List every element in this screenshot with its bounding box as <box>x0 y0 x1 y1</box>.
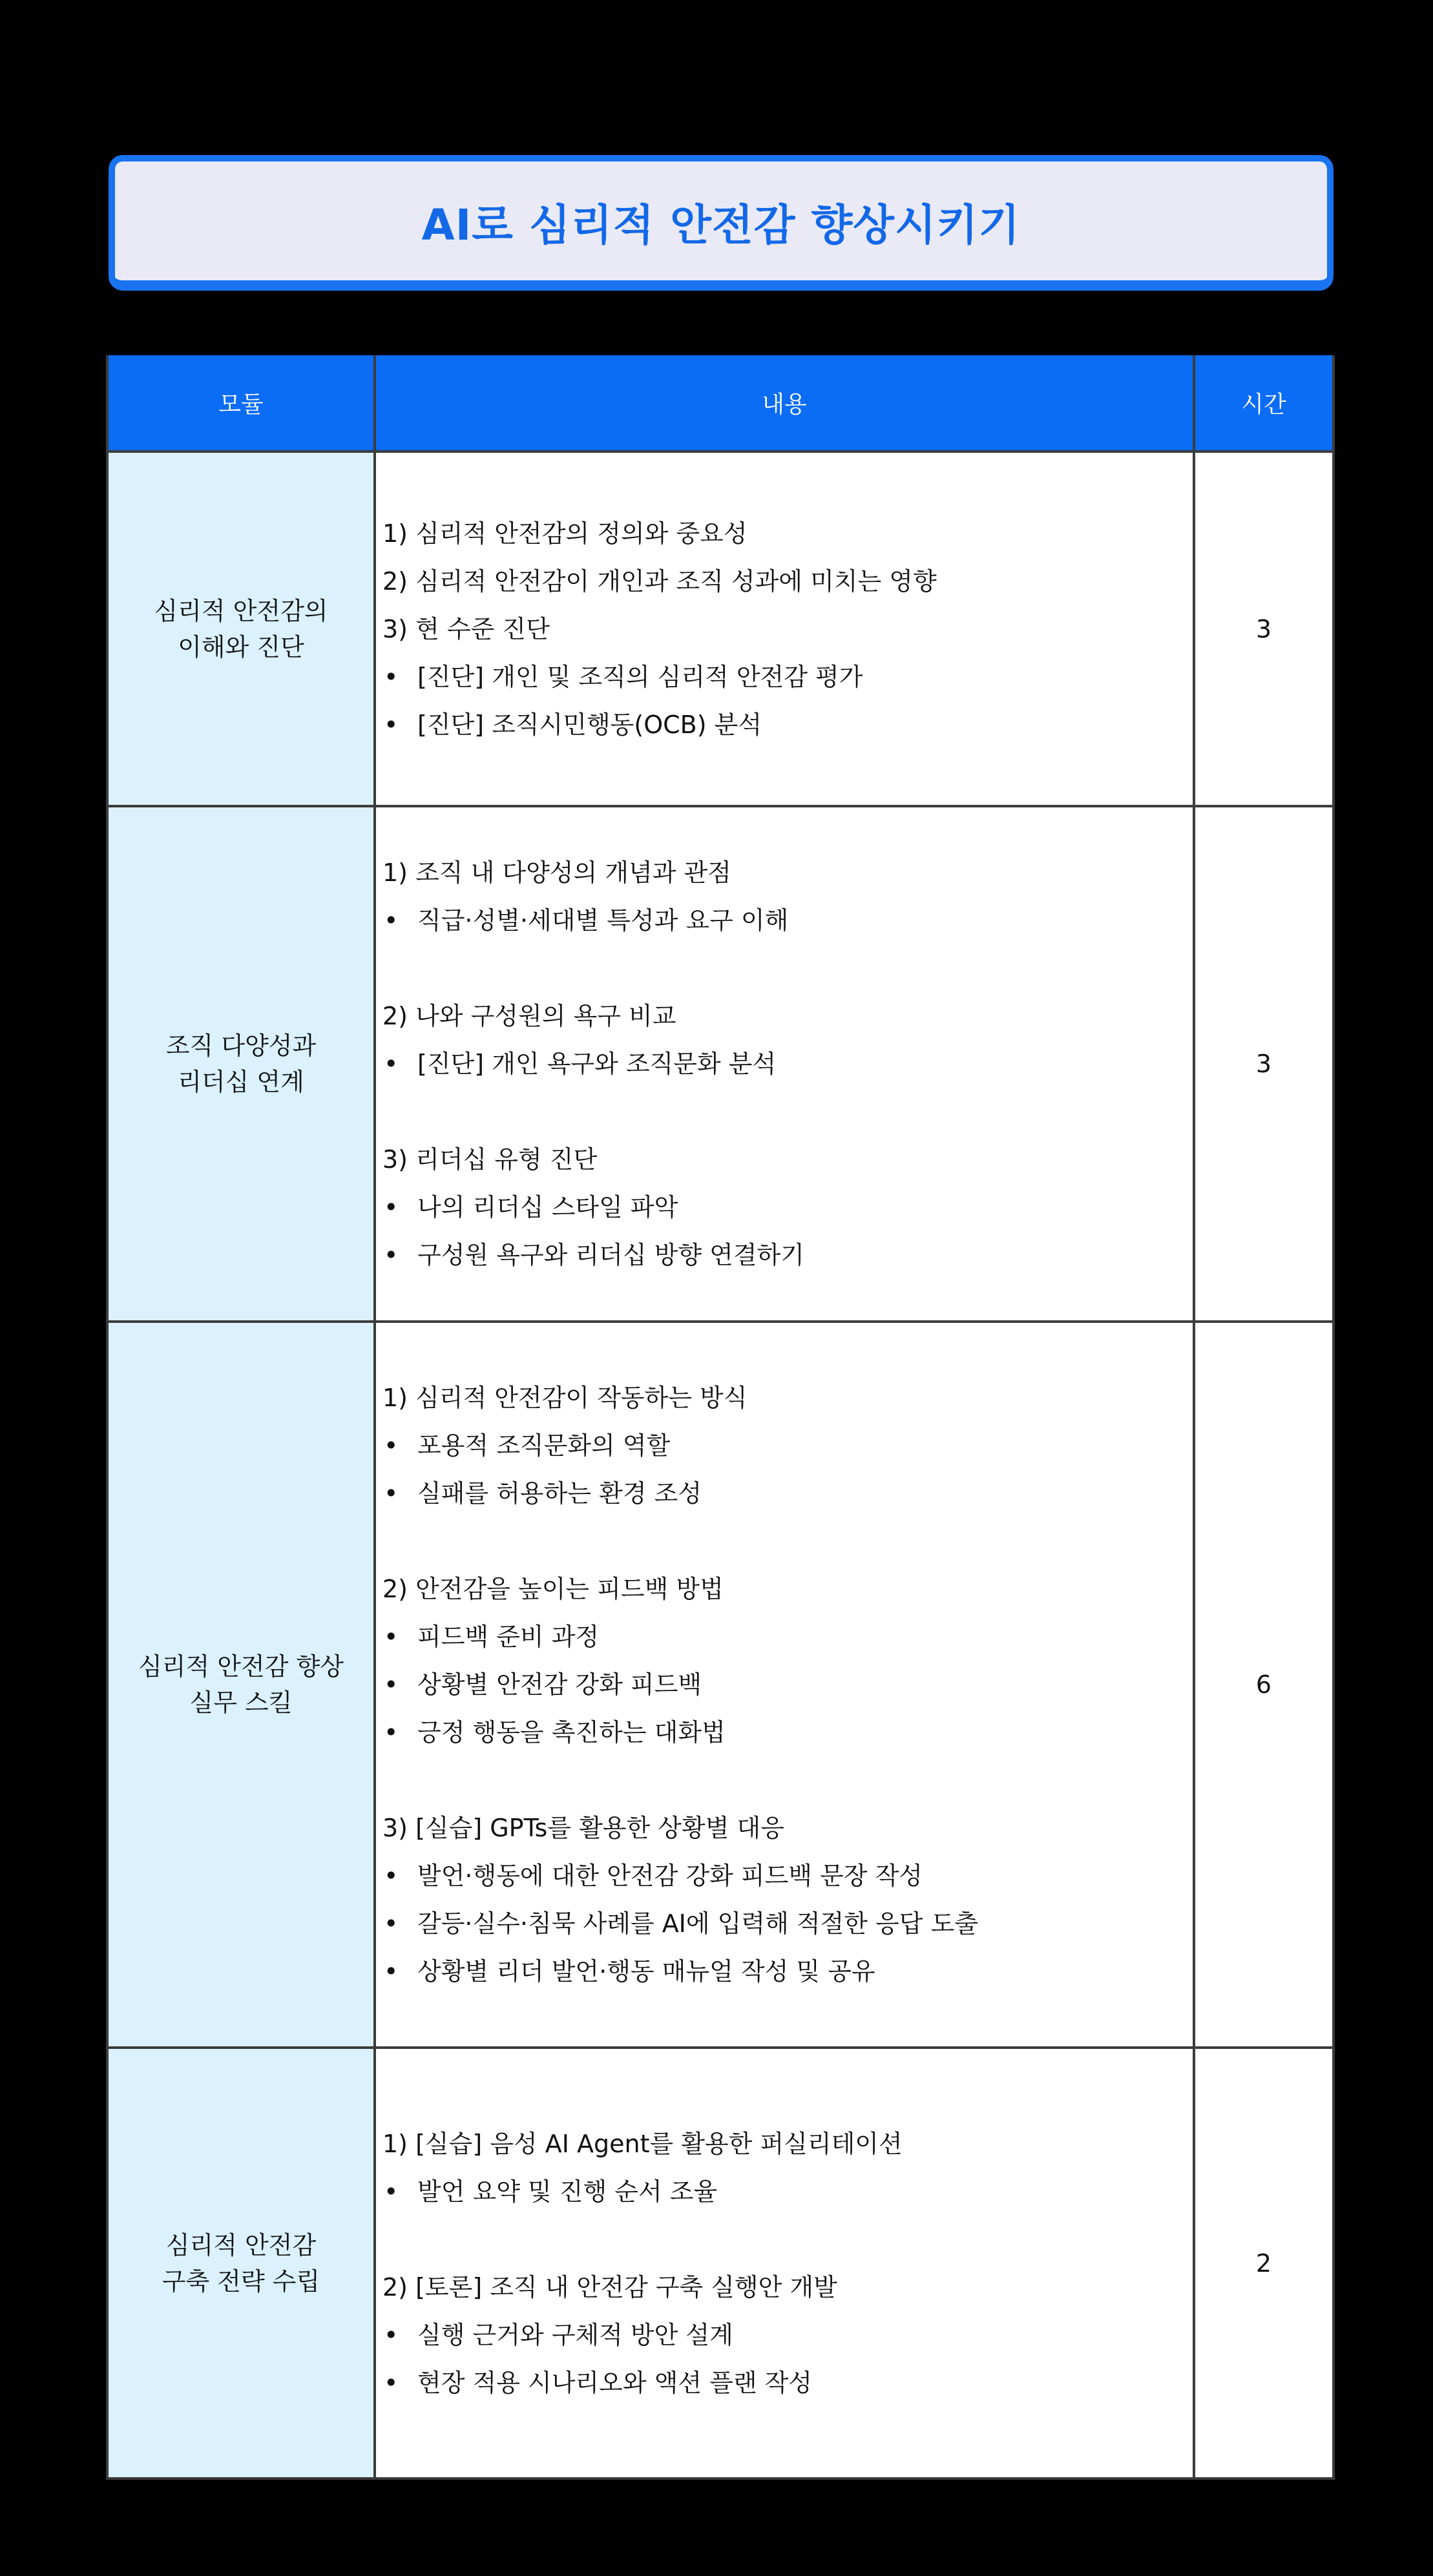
content-bullet: • 상황별 리더 발언·행동 매뉴얼 작성 및 공유 <box>382 1948 1193 1995</box>
table-row <box>107 452 1334 806</box>
content-bullet: • 상황별 안전감 강화 피드백 <box>382 1661 1193 1709</box>
content-bullet: • 발언·행동에 대한 안전감 강화 피드백 문장 작성 <box>382 1852 1193 1900</box>
header-hours: 시간 <box>1194 355 1334 452</box>
hours-cell: 3 <box>1194 452 1334 806</box>
content-bullet: • [진단] 개인 욕구와 조직문화 분석 <box>382 1040 1193 1088</box>
header-content: 내용 <box>375 355 1194 452</box>
content-bullet: • 피드백 준비 과정 <box>382 1613 1193 1661</box>
content-bullet: • 긍정 행동을 촉진하는 대화법 <box>382 1709 1193 1756</box>
content-line: 1) 조직 내 다양성의 개념과 관점 <box>382 858 731 887</box>
title-banner <box>109 155 1334 291</box>
page-title: AI로 심리적 안전감 향상시키기 <box>421 200 1021 250</box>
content-cell <box>375 2048 1194 2478</box>
content-line: 2) 안전감을 높이는 피드백 방법 <box>382 1575 724 1603</box>
module-cell: 심리적 안전감 구축 전략 수립 <box>107 2048 375 2478</box>
content-line: 1) 심리적 안전감의 정의와 중요성 <box>382 519 748 548</box>
header-module: 모듈 <box>107 355 375 452</box>
table-row <box>107 806 1334 1322</box>
content-line: 3) 리더십 유형 진단 <box>382 1145 598 1174</box>
content-bullet: • 현장 적용 시나리오와 액션 플랜 작성 <box>382 2359 1193 2407</box>
content-line: 2) 나와 구성원의 욕구 비교 <box>382 1002 676 1030</box>
content-gap <box>382 1088 1193 1136</box>
table-row <box>107 1322 1334 2048</box>
table-header-row <box>107 355 1334 452</box>
content-line: 3) [실습] GPTs를 활용한 상황별 대응 <box>382 1814 784 1842</box>
content-line: 1) [실습] 음성 AI Agent를 활용한 퍼실리테이션 <box>382 2129 903 2158</box>
content-line: 3) 현 수준 진단 <box>382 614 550 643</box>
hours-cell: 3 <box>1194 806 1334 1322</box>
content-bullet: • [진단] 개인 및 조직의 심리적 안전감 평가 <box>382 653 1193 701</box>
content-bullet: • 발언 요약 및 진행 순서 조율 <box>382 2168 1193 2216</box>
module-cell: 심리적 안전감의 이해와 진단 <box>107 452 375 806</box>
content-line: 2) [토론] 조직 내 안전감 구축 실행안 개발 <box>382 2272 837 2301</box>
content-bullet: • 실패를 허용하는 환경 조성 <box>382 1470 1193 1517</box>
content-bullet: • [진단] 조직시민행동(OCB) 분석 <box>382 701 1193 749</box>
content-bullet: • 갈등·실수·침묵 사례를 AI에 입력해 적절한 응답 도출 <box>382 1900 1193 1948</box>
hours-cell: 2 <box>1194 2048 1334 2478</box>
content-bullet: • 나의 리더십 스타일 파악 <box>382 1183 1193 1231</box>
content-gap <box>382 944 1193 992</box>
content-bullet: • 실행 근거와 구체적 방안 설계 <box>382 2311 1193 2359</box>
module-cell: 조직 다양성과 리더십 연계 <box>107 806 375 1322</box>
content-gap <box>382 1517 1193 1565</box>
curriculum-table <box>106 355 1335 2480</box>
content-gap <box>382 1756 1193 1804</box>
content-bullet: • 직급·성별·세대별 특성과 요구 이해 <box>382 897 1193 944</box>
content-line: 1) 심리적 안전감이 작동하는 방식 <box>382 1384 748 1412</box>
content-cell <box>375 1322 1194 2048</box>
content-line: 2) 심리적 안전감이 개인과 조직 성과에 미치는 영향 <box>382 566 937 596</box>
table-row <box>107 2048 1334 2478</box>
content-cell <box>375 806 1194 1322</box>
content-bullet: • 포용적 조직문화의 역할 <box>382 1422 1193 1470</box>
content-cell <box>375 452 1194 806</box>
content-bullet: • 구성원 욕구와 리더십 방향 연결하기 <box>382 1231 1193 1279</box>
hours-cell: 6 <box>1194 1322 1334 2048</box>
content-gap <box>382 2216 1193 2263</box>
module-cell: 심리적 안전감 향상 실무 스킬 <box>107 1322 375 2048</box>
